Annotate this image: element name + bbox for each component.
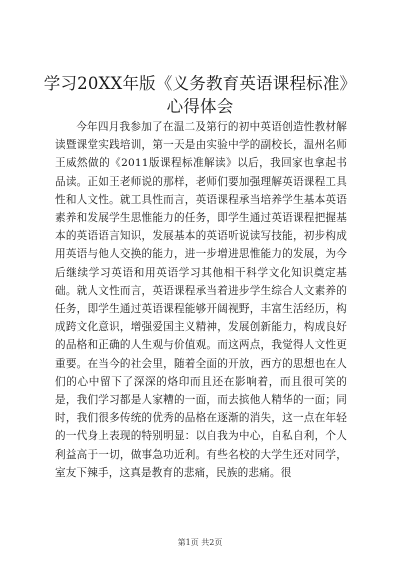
page-number-footer: 第1页 共2页 — [177, 538, 223, 547]
document-title: 学习20XX年版《义务教育英语课程标准》心得体会 — [43, 74, 357, 116]
document-body-paragraph: 今年四月我参加了在温二及第行的初中英语创造性教材解读暨课堂实践培训，第一天是由实验中学的副校长，温州名师王威然做的《2011版课程标准解读》以后，我回家也拿起书品读。正如王老师说的那样，老师们要加强理解英语课程工具性和人文性。就工具性而言，英语课程承当培养学生基本英语素养和发展学生思惟能力的任务，即学生通过英语课程把握基本的英语语言知识，发展基本的英语听说读写技能，初步构成用英语与他人交换的能力，进一步增进思惟能力的发展，为今后继续学习英语和用英语学习其他相干科学文化知识奠定基础。就人文性而言，英语课程承当着进步学生综合人文素养的任务，即学生通过英语课程能够开阔视野，丰富生活经历，构成跨文化意识，增强爱国主义精神，发展创新能力，构成良好的品格和正确的人生观与价值观。而这两点，我觉得人文性更重要。在当今的社会里，随着全面的开放，西方的思想也在人们的心中留下了深深的烙印而且还在影响着，而且很可笑的是，我们学习都是人家糟的一面，而去摈他人精华的一面；同时，我们很多传统的优秀的品格在逐渐的消失，这一点在年轻的一代身上表现的特别明显：以自我为中心，自私自利，个人利益高于一切，做事急功近利。有些名校的大学生还对同学，室友下辣手，这真是教育的悲痛，民族的悲痛。很 — [55, 121, 347, 479]
